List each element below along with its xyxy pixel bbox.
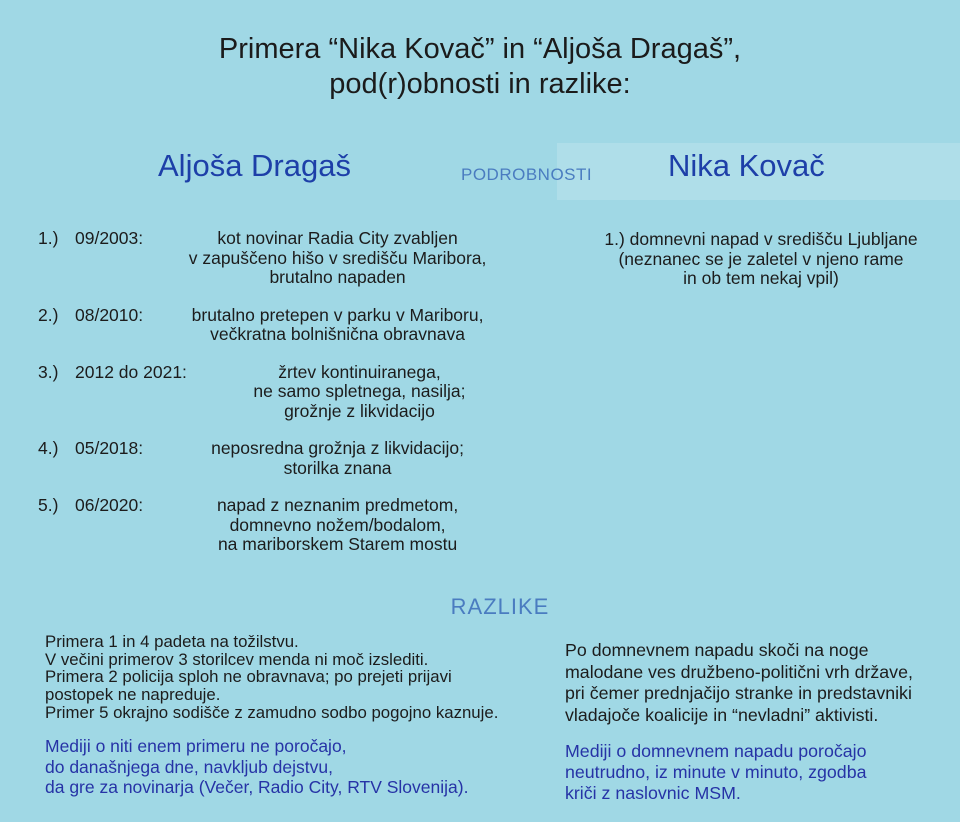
case-item-5 (38, 496, 522, 555)
case-description-line: brutalno napaden (269, 267, 406, 287)
case-description-line: ne samo spletnega, nasilja; (253, 381, 466, 401)
case-description-line: domnevno nožem/bodalom, (229, 514, 446, 535)
case-description-line: grožnje z likvidacijo (284, 400, 435, 421)
page-title (0, 32, 960, 102)
case-number: 4.) (38, 438, 59, 458)
case-date: 06/2020: (75, 495, 144, 515)
case-description-line: storilka znana (283, 457, 392, 478)
page-title-line1: Primera “Nika Kovač” in “Aljoša Dragaš”, (218, 33, 742, 65)
outcomes-line: V večini primerov 3 storilcev menda ni moč izslediti. (45, 649, 429, 669)
case-date: 2012 do 2021: (75, 361, 187, 382)
media-line: do današnjega dne, navkljub dejstvu, (45, 756, 333, 777)
case-number: 2.) (38, 304, 59, 325)
case-number: 3.) (38, 361, 59, 382)
case-number: 1.) (38, 228, 59, 248)
media-line: kriči z naslovnic MSM. (565, 783, 741, 803)
case-item-4 (38, 439, 522, 478)
case-description-line: in ob tem nekaj vpil) (683, 268, 839, 288)
case-item-3 (38, 363, 522, 422)
kovac-media-text (565, 741, 866, 804)
case-description (153, 496, 522, 555)
case-date: 05/2018: (75, 438, 144, 458)
column-header-podrobnosti: PODROBNOSTI (461, 165, 593, 184)
case-date: 09/2003: (75, 228, 144, 248)
case-description-line: kot novinar Radia City zvabljen (217, 228, 458, 248)
dragas-case-list (38, 229, 522, 573)
case-description (197, 363, 522, 422)
case-description-line: napad z neznanim predmetom, (216, 495, 459, 515)
outcomes-line: malodane ves družbeno-politični vrh države, (565, 661, 913, 682)
case-description-line: v zapuščeno hišo v središču Maribora, (188, 247, 487, 268)
outcomes-line: vladajoče koalicije in “nevladni” aktivisti. (565, 704, 879, 725)
case-item-1 (38, 229, 522, 288)
case-description-line: (neznanec se je zaletel v njeno rame (618, 248, 904, 269)
outcomes-line: postopek ne napreduje. (45, 685, 221, 705)
media-line: Mediji o domnevnem napadu poročajo (565, 741, 867, 761)
outcomes-line: Primera 1 in 4 padeta na tožilstvu. (45, 632, 299, 651)
outcomes-line: pri čemer prednjačijo stranke in predstavniki (565, 683, 912, 703)
kovac-case-item (572, 230, 950, 289)
case-description-line: večkratna bolnišnična obravnava (210, 324, 465, 344)
page-title-line2: pod(r)obnosti in razlike: (329, 68, 631, 100)
kovac-outcomes-text (565, 640, 913, 726)
case-description (153, 306, 522, 345)
case-description-line: žrtev kontinuiranega, (278, 361, 441, 382)
column-header-dragas: Aljoša Dragaš (158, 148, 351, 183)
column-header-kovac: Nika Kovač (668, 148, 825, 183)
outcomes-line: Primera 2 policija sploh ne obravnava; po prejeti prijavi (45, 667, 452, 687)
media-line: neutrudno, iz minute v minuto, zgodba (565, 762, 867, 782)
media-line: Mediji o niti enem primeru ne poročajo, (45, 736, 347, 756)
case-description-line: 1.) domnevni napad v središču Ljubljane (604, 229, 918, 249)
dragas-outcomes-text (45, 633, 498, 722)
case-description (153, 439, 522, 478)
case-description-line: neposredna grožnja z likvidacijo; (211, 438, 465, 458)
dragas-media-text (45, 736, 468, 798)
case-item-2 (38, 306, 522, 345)
media-line: da gre za novinarja (Večer, Radio City, RTV Slovenija). (45, 777, 469, 797)
outcomes-line: Primer 5 okrajno sodišče z zamudno sodbo pogojno kaznuje. (45, 702, 499, 722)
case-description-line: na mariborskem Starem mostu (217, 534, 458, 554)
case-description (153, 229, 522, 288)
case-description-line: brutalno pretepen v parku v Mariboru, (191, 304, 484, 325)
case-number: 5.) (38, 495, 59, 515)
razlike-heading: RAZLIKE (450, 594, 550, 619)
outcomes-line: Po domnevnem napadu skoči na noge (565, 640, 869, 660)
case-date: 08/2010: (75, 304, 144, 325)
